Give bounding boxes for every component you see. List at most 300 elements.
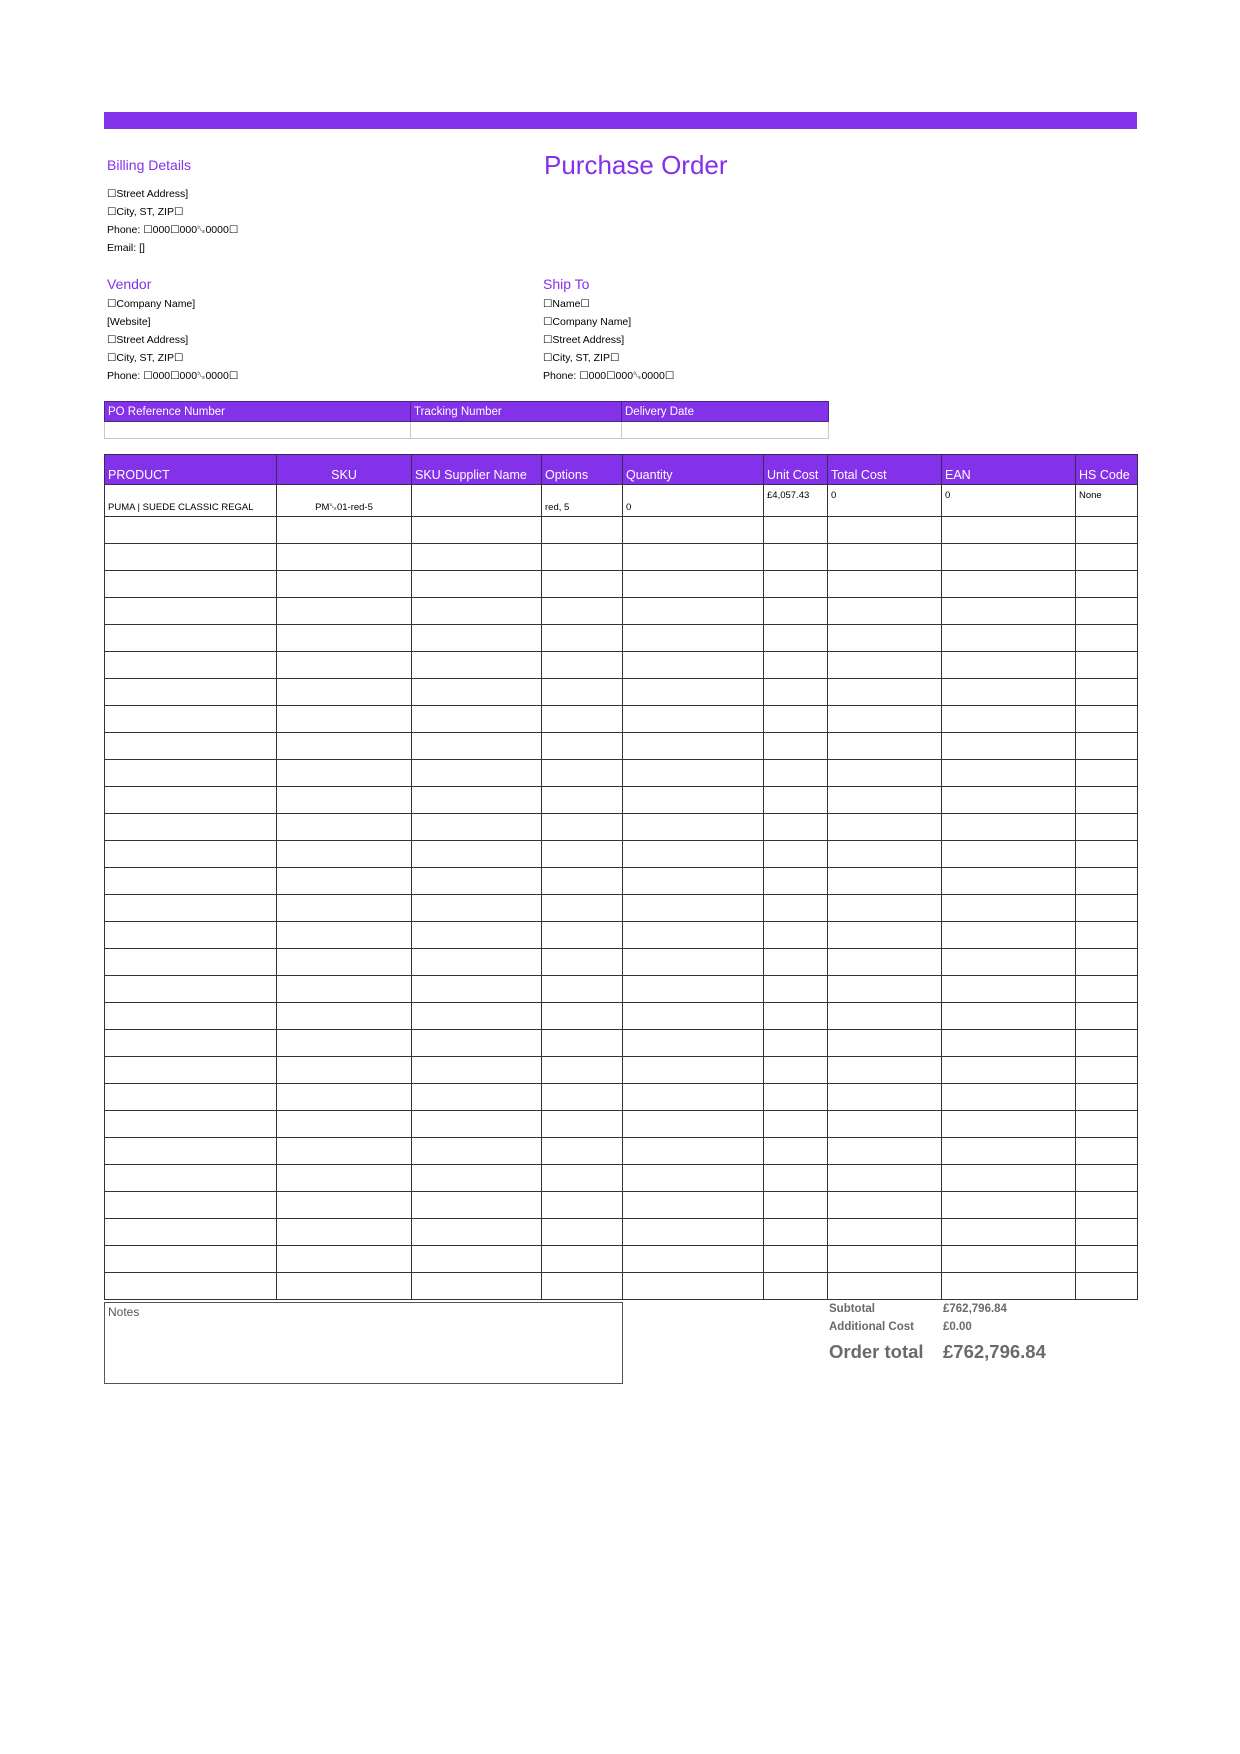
empty-cell[interactable]	[623, 652, 764, 679]
empty-cell[interactable]	[764, 976, 828, 1003]
empty-cell[interactable]	[105, 1003, 277, 1030]
empty-cell[interactable]	[412, 1192, 542, 1219]
sku-supplier-header: SKU Supplier Name	[412, 455, 542, 485]
empty-cell[interactable]	[942, 625, 1076, 652]
empty-cell[interactable]	[764, 1111, 828, 1138]
empty-cell[interactable]	[105, 1057, 277, 1084]
empty-cell[interactable]	[1076, 1057, 1138, 1084]
empty-cell[interactable]	[828, 1111, 942, 1138]
empty-cell[interactable]	[623, 625, 764, 652]
empty-cell[interactable]	[942, 922, 1076, 949]
empty-cell[interactable]	[942, 1165, 1076, 1192]
empty-cell[interactable]	[764, 679, 828, 706]
empty-cell[interactable]	[942, 895, 1076, 922]
empty-cell[interactable]	[542, 1192, 623, 1219]
empty-cell[interactable]	[412, 976, 542, 1003]
empty-cell[interactable]	[764, 598, 828, 625]
empty-cell[interactable]	[623, 976, 764, 1003]
empty-cell[interactable]	[542, 598, 623, 625]
empty-cell[interactable]	[105, 544, 277, 571]
empty-cell[interactable]	[105, 814, 277, 841]
empty-cell[interactable]	[942, 760, 1076, 787]
empty-cell[interactable]	[105, 1084, 277, 1111]
empty-cell[interactable]	[942, 733, 1076, 760]
empty-cell[interactable]	[764, 949, 828, 976]
empty-cell[interactable]	[1076, 598, 1138, 625]
empty-cell[interactable]	[412, 895, 542, 922]
empty-cell[interactable]	[764, 1165, 828, 1192]
empty-cell[interactable]	[105, 949, 277, 976]
empty-cell[interactable]	[412, 787, 542, 814]
empty-cell[interactable]	[623, 1138, 764, 1165]
empty-cell[interactable]	[105, 571, 277, 598]
empty-cell[interactable]	[105, 706, 277, 733]
po-reference-value[interactable]	[105, 422, 411, 439]
empty-cell[interactable]	[623, 1192, 764, 1219]
items-table	[104, 454, 1138, 1300]
empty-cell[interactable]	[1076, 1138, 1138, 1165]
empty-cell[interactable]	[412, 598, 542, 625]
empty-cell[interactable]	[542, 1030, 623, 1057]
empty-cell[interactable]	[105, 598, 277, 625]
notes-label: Notes	[108, 1305, 140, 1319]
empty-cell[interactable]	[277, 679, 412, 706]
empty-cell[interactable]	[828, 652, 942, 679]
empty-cell[interactable]	[942, 1084, 1076, 1111]
vendor-details	[107, 295, 238, 385]
empty-cell[interactable]	[412, 1057, 542, 1084]
empty-cell[interactable]	[105, 733, 277, 760]
empty-cell[interactable]	[623, 787, 764, 814]
vendor-phone: Phone: ☐000☐000␐0000☐	[107, 370, 239, 382]
empty-cell[interactable]	[542, 976, 623, 1003]
empty-cell[interactable]	[412, 652, 542, 679]
empty-cell[interactable]	[1076, 1246, 1138, 1273]
empty-cell[interactable]	[623, 706, 764, 733]
empty-cell[interactable]	[105, 976, 277, 1003]
empty-cell[interactable]	[623, 922, 764, 949]
empty-cell[interactable]	[623, 814, 764, 841]
empty-cell[interactable]	[542, 949, 623, 976]
empty-cell[interactable]	[542, 571, 623, 598]
order-total-value: £762,796.84	[943, 1341, 1046, 1362]
empty-cell[interactable]	[1076, 1273, 1138, 1300]
empty-cell[interactable]	[105, 1219, 277, 1246]
empty-cell[interactable]	[1076, 1111, 1138, 1138]
empty-cell[interactable]	[542, 895, 623, 922]
empty-cell[interactable]	[105, 841, 277, 868]
empty-cell[interactable]	[942, 1219, 1076, 1246]
empty-cell[interactable]	[277, 1138, 412, 1165]
empty-cell[interactable]	[542, 706, 623, 733]
empty-cell[interactable]	[623, 517, 764, 544]
empty-cell[interactable]	[277, 787, 412, 814]
empty-cell[interactable]	[1076, 868, 1138, 895]
empty-cell[interactable]	[764, 814, 828, 841]
empty-cell[interactable]	[412, 571, 542, 598]
empty-cell[interactable]	[542, 814, 623, 841]
table-row	[105, 733, 1138, 760]
empty-cell[interactable]	[542, 679, 623, 706]
empty-cell[interactable]	[542, 787, 623, 814]
empty-cell[interactable]	[412, 625, 542, 652]
empty-cell[interactable]	[623, 760, 764, 787]
empty-cell[interactable]	[412, 1165, 542, 1192]
empty-cell[interactable]	[412, 1273, 542, 1300]
empty-cell[interactable]	[412, 922, 542, 949]
empty-cell[interactable]	[942, 1057, 1076, 1084]
empty-cell[interactable]	[828, 1084, 942, 1111]
empty-cell[interactable]	[412, 841, 542, 868]
empty-cell[interactable]	[828, 1219, 942, 1246]
empty-cell[interactable]	[764, 895, 828, 922]
empty-cell[interactable]	[764, 1219, 828, 1246]
empty-cell[interactable]	[942, 1273, 1076, 1300]
table-row	[105, 895, 1138, 922]
empty-cell[interactable]	[623, 1273, 764, 1300]
empty-cell[interactable]	[277, 571, 412, 598]
empty-cell[interactable]	[764, 1138, 828, 1165]
empty-cell[interactable]	[412, 760, 542, 787]
empty-cell[interactable]	[942, 1111, 1076, 1138]
empty-cell[interactable]	[277, 1084, 412, 1111]
empty-cell[interactable]	[828, 1192, 942, 1219]
empty-cell[interactable]	[1076, 949, 1138, 976]
empty-cell[interactable]	[828, 1003, 942, 1030]
empty-cell[interactable]	[277, 1003, 412, 1030]
empty-cell[interactable]	[105, 868, 277, 895]
empty-cell[interactable]	[1076, 1219, 1138, 1246]
additional-cost-label: Additional Cost	[829, 1321, 914, 1333]
empty-cell[interactable]	[828, 679, 942, 706]
empty-cell[interactable]	[412, 1246, 542, 1273]
empty-cell[interactable]	[764, 706, 828, 733]
empty-cell[interactable]	[277, 598, 412, 625]
empty-cell[interactable]	[105, 1273, 277, 1300]
empty-cell[interactable]	[1076, 841, 1138, 868]
table-row	[105, 625, 1138, 652]
empty-cell[interactable]	[412, 949, 542, 976]
empty-cell[interactable]	[412, 1003, 542, 1030]
empty-cell[interactable]	[1076, 1165, 1138, 1192]
empty-cell[interactable]	[623, 544, 764, 571]
empty-cell[interactable]	[277, 544, 412, 571]
unit-cost-cell: £4,057.43	[764, 485, 828, 517]
empty-cell[interactable]	[542, 760, 623, 787]
ship-to-company: ☐Company Name]	[543, 316, 632, 328]
empty-cell[interactable]	[764, 625, 828, 652]
hs-code-cell: None	[1076, 485, 1138, 517]
empty-cell[interactable]	[623, 949, 764, 976]
empty-cell[interactable]	[764, 517, 828, 544]
empty-cell[interactable]	[542, 1084, 623, 1111]
empty-cell[interactable]	[828, 976, 942, 1003]
empty-cell[interactable]	[942, 841, 1076, 868]
empty-cell[interactable]	[623, 895, 764, 922]
empty-cell[interactable]	[277, 922, 412, 949]
empty-cell[interactable]	[764, 1246, 828, 1273]
empty-cell[interactable]	[277, 1192, 412, 1219]
empty-cell[interactable]	[542, 868, 623, 895]
empty-cell[interactable]	[1076, 787, 1138, 814]
empty-cell[interactable]	[105, 679, 277, 706]
empty-cell[interactable]	[412, 814, 542, 841]
empty-cell[interactable]	[942, 1192, 1076, 1219]
empty-cell[interactable]	[828, 544, 942, 571]
items-header-row	[105, 455, 1138, 485]
empty-cell[interactable]	[942, 787, 1076, 814]
empty-cell[interactable]	[828, 1165, 942, 1192]
empty-cell[interactable]	[942, 598, 1076, 625]
empty-cell[interactable]	[277, 706, 412, 733]
empty-cell[interactable]	[277, 868, 412, 895]
empty-cell[interactable]	[277, 1057, 412, 1084]
empty-cell[interactable]	[764, 1273, 828, 1300]
empty-cell[interactable]	[1076, 517, 1138, 544]
empty-cell[interactable]	[764, 1084, 828, 1111]
empty-cell[interactable]	[412, 868, 542, 895]
empty-cell[interactable]	[828, 517, 942, 544]
empty-cell[interactable]	[828, 598, 942, 625]
empty-cell[interactable]	[542, 733, 623, 760]
empty-cell[interactable]	[828, 1273, 942, 1300]
empty-cell[interactable]	[542, 922, 623, 949]
empty-cell[interactable]	[623, 1111, 764, 1138]
reference-table	[104, 401, 829, 439]
empty-cell[interactable]	[942, 1246, 1076, 1273]
empty-cell[interactable]	[542, 1003, 623, 1030]
empty-cell[interactable]	[942, 1030, 1076, 1057]
quantity-header: Quantity	[623, 455, 764, 485]
empty-cell[interactable]	[764, 652, 828, 679]
empty-cell[interactable]	[412, 517, 542, 544]
empty-cell[interactable]	[828, 1030, 942, 1057]
empty-cell[interactable]	[412, 679, 542, 706]
empty-cell[interactable]	[1076, 1003, 1138, 1030]
empty-cell[interactable]	[764, 922, 828, 949]
empty-cell[interactable]	[623, 1165, 764, 1192]
empty-cell[interactable]	[828, 787, 942, 814]
empty-cell[interactable]	[277, 1246, 412, 1273]
notes-box[interactable]	[104, 1302, 623, 1384]
empty-cell[interactable]	[542, 625, 623, 652]
empty-cell[interactable]	[542, 1219, 623, 1246]
empty-cell[interactable]	[623, 1057, 764, 1084]
empty-cell[interactable]	[828, 814, 942, 841]
empty-cell[interactable]	[412, 1111, 542, 1138]
empty-cell[interactable]	[412, 1084, 542, 1111]
empty-cell[interactable]	[942, 868, 1076, 895]
empty-cell[interactable]	[942, 949, 1076, 976]
empty-cell[interactable]	[623, 868, 764, 895]
empty-cell[interactable]	[828, 841, 942, 868]
empty-cell[interactable]	[277, 976, 412, 1003]
empty-cell[interactable]	[828, 1246, 942, 1273]
empty-cell[interactable]	[277, 1165, 412, 1192]
empty-cell[interactable]	[1076, 706, 1138, 733]
empty-cell[interactable]	[942, 706, 1076, 733]
empty-cell[interactable]	[277, 1273, 412, 1300]
empty-cell[interactable]	[105, 652, 277, 679]
tracking-number-value[interactable]	[411, 422, 622, 439]
empty-cell[interactable]	[542, 1165, 623, 1192]
empty-cell[interactable]	[942, 652, 1076, 679]
empty-cell[interactable]	[105, 1138, 277, 1165]
empty-cell[interactable]	[764, 868, 828, 895]
order-total-label: Order total	[829, 1341, 924, 1362]
table-row	[105, 652, 1138, 679]
empty-cell[interactable]	[828, 760, 942, 787]
empty-cell[interactable]	[828, 922, 942, 949]
empty-cell[interactable]	[105, 1165, 277, 1192]
empty-cell[interactable]	[828, 1057, 942, 1084]
empty-cell[interactable]	[764, 733, 828, 760]
empty-cell[interactable]	[828, 1138, 942, 1165]
total-cost-header: Total Cost	[828, 455, 942, 485]
empty-cell[interactable]	[942, 571, 1076, 598]
empty-cell[interactable]	[412, 733, 542, 760]
empty-cell[interactable]	[412, 706, 542, 733]
empty-cell[interactable]	[1076, 679, 1138, 706]
empty-cell[interactable]	[105, 1246, 277, 1273]
empty-cell[interactable]	[412, 1219, 542, 1246]
empty-cell[interactable]	[764, 1192, 828, 1219]
empty-cell[interactable]	[623, 598, 764, 625]
table-row	[105, 814, 1138, 841]
empty-cell[interactable]	[105, 760, 277, 787]
empty-cell[interactable]	[623, 1030, 764, 1057]
empty-cell[interactable]	[1076, 571, 1138, 598]
empty-cell[interactable]	[828, 949, 942, 976]
empty-cell[interactable]	[542, 544, 623, 571]
empty-cell[interactable]	[828, 706, 942, 733]
empty-cell[interactable]	[623, 1003, 764, 1030]
empty-cell[interactable]	[542, 1138, 623, 1165]
empty-cell[interactable]	[1076, 1192, 1138, 1219]
empty-cell[interactable]	[277, 895, 412, 922]
empty-cell[interactable]	[942, 544, 1076, 571]
empty-cell[interactable]	[412, 1030, 542, 1057]
empty-cell[interactable]	[764, 760, 828, 787]
empty-cell[interactable]	[942, 976, 1076, 1003]
empty-cell[interactable]	[942, 1138, 1076, 1165]
empty-cell[interactable]	[942, 679, 1076, 706]
empty-cell[interactable]	[764, 841, 828, 868]
empty-cell[interactable]	[623, 841, 764, 868]
empty-cell[interactable]	[542, 1057, 623, 1084]
empty-cell[interactable]	[277, 1030, 412, 1057]
empty-cell[interactable]	[105, 922, 277, 949]
empty-cell[interactable]	[542, 841, 623, 868]
empty-cell[interactable]	[542, 1111, 623, 1138]
empty-cell[interactable]	[1076, 652, 1138, 679]
empty-cell[interactable]	[1076, 1030, 1138, 1057]
vendor-street: ☐Street Address]	[107, 334, 189, 346]
empty-cell[interactable]	[623, 571, 764, 598]
empty-cell[interactable]	[277, 1111, 412, 1138]
empty-cell[interactable]	[942, 517, 1076, 544]
empty-cell[interactable]	[942, 814, 1076, 841]
table-row	[105, 841, 1138, 868]
table-row	[105, 868, 1138, 895]
empty-cell[interactable]	[105, 1030, 277, 1057]
empty-cell[interactable]	[1076, 733, 1138, 760]
empty-cell[interactable]	[764, 1030, 828, 1057]
table-row	[105, 1219, 1138, 1246]
empty-cell[interactable]	[1076, 976, 1138, 1003]
empty-cell[interactable]	[1076, 922, 1138, 949]
delivery-date-value[interactable]	[622, 422, 829, 439]
empty-cell[interactable]	[542, 517, 623, 544]
empty-cell[interactable]	[764, 571, 828, 598]
empty-cell[interactable]	[105, 1192, 277, 1219]
table-row	[105, 976, 1138, 1003]
empty-cell[interactable]	[1076, 895, 1138, 922]
ean-header: EAN	[942, 455, 1076, 485]
empty-cell[interactable]	[277, 1219, 412, 1246]
table-row	[105, 544, 1138, 571]
empty-cell[interactable]	[828, 868, 942, 895]
empty-cell[interactable]	[828, 733, 942, 760]
empty-cell[interactable]	[1076, 760, 1138, 787]
empty-cell[interactable]	[542, 1273, 623, 1300]
empty-cell[interactable]	[828, 571, 942, 598]
empty-cell[interactable]	[277, 517, 412, 544]
empty-cell[interactable]	[764, 1003, 828, 1030]
empty-cell[interactable]	[277, 733, 412, 760]
empty-cell[interactable]	[277, 760, 412, 787]
empty-cell[interactable]	[828, 895, 942, 922]
empty-cell[interactable]	[412, 544, 542, 571]
product-cell: PUMA | SUEDE CLASSIC REGAL	[105, 485, 277, 517]
empty-cell[interactable]	[623, 733, 764, 760]
sku-supplier-cell	[412, 485, 542, 517]
empty-cell[interactable]	[542, 652, 623, 679]
billing-city: ☐City, ST, ZIP☐	[107, 206, 184, 218]
empty-cell[interactable]	[412, 1138, 542, 1165]
vendor-company: ☐Company Name]	[107, 298, 196, 310]
empty-cell[interactable]	[764, 787, 828, 814]
empty-cell[interactable]	[1076, 1084, 1138, 1111]
empty-cell[interactable]	[105, 1111, 277, 1138]
table-row	[105, 1111, 1138, 1138]
empty-cell[interactable]	[105, 895, 277, 922]
empty-cell[interactable]	[277, 814, 412, 841]
empty-cell[interactable]	[542, 1246, 623, 1273]
empty-cell[interactable]	[623, 1084, 764, 1111]
empty-cell[interactable]	[764, 544, 828, 571]
empty-cell[interactable]	[1076, 814, 1138, 841]
table-row	[105, 1273, 1138, 1300]
table-row	[105, 706, 1138, 733]
empty-cell[interactable]	[764, 1057, 828, 1084]
empty-cell[interactable]	[277, 652, 412, 679]
empty-cell[interactable]	[623, 679, 764, 706]
empty-cell[interactable]	[1076, 544, 1138, 571]
empty-cell[interactable]	[105, 517, 277, 544]
empty-cell[interactable]	[828, 625, 942, 652]
empty-cell[interactable]	[277, 625, 412, 652]
empty-cell[interactable]	[105, 787, 277, 814]
empty-cell[interactable]	[277, 841, 412, 868]
empty-cell[interactable]	[942, 1003, 1076, 1030]
table-row	[105, 760, 1138, 787]
empty-cell[interactable]	[623, 1219, 764, 1246]
empty-cell[interactable]	[277, 949, 412, 976]
empty-cell[interactable]	[623, 1246, 764, 1273]
empty-cell[interactable]	[1076, 625, 1138, 652]
empty-cell[interactable]	[105, 625, 277, 652]
